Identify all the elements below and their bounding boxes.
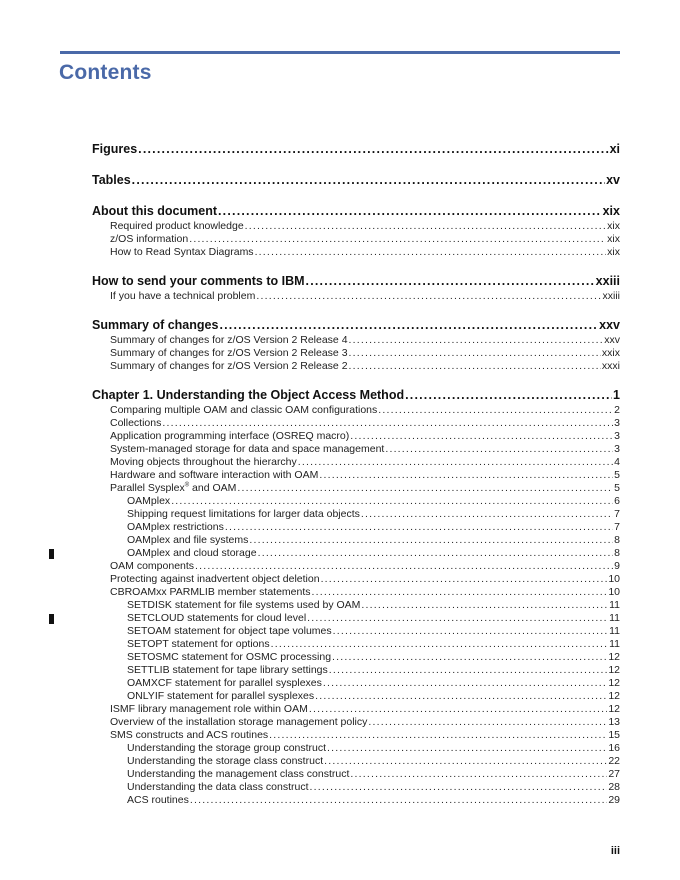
toc-entry-page-number: 9: [614, 560, 620, 572]
toc-entry-page-number: xxxi: [601, 360, 620, 372]
dot-leader: [189, 233, 606, 246]
toc-entry-title: How to Read Syntax Diagrams: [110, 246, 254, 258]
toc-entry[interactable]: [92, 220, 620, 233]
toc-entry-title: Understanding the management class construct: [127, 768, 350, 780]
dot-leader: [323, 677, 607, 690]
toc-entry-title: SETCLOUD statements for cloud level: [127, 612, 307, 624]
toc-entry-title: SETOSMC statement for OSMC processing: [127, 651, 332, 663]
dot-leader: [312, 586, 608, 599]
toc-entry-title: CBROAMxx PARMLIB member statements: [110, 586, 311, 598]
toc-entry-page-number: 10: [608, 573, 620, 585]
change-bar: [49, 614, 54, 624]
dot-leader: [309, 703, 607, 716]
toc-entry-title: ISMF library management role within OAM: [110, 703, 308, 715]
toc-entry-title: OAMplex: [127, 495, 171, 507]
toc-entry[interactable]: [92, 755, 620, 768]
toc-entry[interactable]: [92, 638, 620, 651]
dot-leader: [349, 347, 601, 360]
toc-entry-page-number: 2: [614, 404, 620, 416]
toc-entry[interactable]: [92, 664, 620, 677]
toc-entry-title: Required product knowledge: [110, 220, 244, 232]
dot-leader: [219, 317, 598, 334]
dot-leader: [368, 716, 607, 729]
toc-entry-title: ONLYIF statement for parallel sysplexes: [127, 690, 315, 702]
dot-leader: [255, 246, 607, 259]
toc-entry[interactable]: [92, 716, 620, 729]
dot-leader: [319, 469, 613, 482]
toc-entry-page-number: 4: [614, 456, 620, 468]
dot-leader: [321, 573, 608, 586]
toc-list: [92, 141, 620, 807]
toc-entry-title: ACS routines: [127, 794, 189, 806]
toc-entry[interactable]: [92, 612, 620, 625]
toc-entry-title: z/OS information: [110, 233, 189, 245]
toc-entry-title: Summary of changes for z/OS Version 2 Release 3: [110, 347, 348, 359]
toc-entry-title: Hardware and software interaction with OAM: [110, 469, 319, 481]
toc-entry[interactable]: [92, 729, 620, 742]
dot-leader: [195, 560, 613, 573]
dot-leader: [306, 273, 595, 290]
toc-entry-page-number: 28: [608, 781, 620, 793]
toc-entry-page-number: 3: [614, 417, 620, 429]
toc-entry-title: Figures: [92, 142, 138, 156]
toc-entry[interactable]: [92, 508, 620, 521]
dot-leader: [329, 664, 608, 677]
toc-entry-title: SETDISK statement for file systems used by OAM: [127, 599, 361, 611]
toc-entry-page-number: 11: [609, 625, 620, 637]
toc-entry-page-number: 8: [614, 534, 620, 546]
dot-leader: [332, 651, 607, 664]
toc-entry[interactable]: [92, 141, 620, 158]
toc-entry[interactable]: [92, 360, 620, 373]
toc-entry[interactable]: [92, 469, 620, 482]
toc-entry-page-number: 3: [614, 430, 620, 442]
toc-entry[interactable]: [92, 690, 620, 703]
dot-leader: [258, 547, 614, 560]
toc-entry-title: System-managed storage for data and space management: [110, 443, 385, 455]
dot-leader: [218, 203, 602, 220]
toc-entry[interactable]: [92, 246, 620, 259]
dot-leader: [138, 141, 608, 158]
toc-entry-page-number: xix: [607, 246, 620, 258]
toc-entry[interactable]: [92, 290, 620, 303]
toc-entry-page-number: 29: [608, 794, 620, 806]
dot-leader: [271, 638, 608, 651]
dot-leader: [350, 430, 613, 443]
toc-entry-title: SETOPT statement for options: [127, 638, 270, 650]
toc-entry-title: Understanding the storage group construct: [127, 742, 327, 754]
toc-entry[interactable]: [92, 534, 620, 547]
toc-entry-page-number: 12: [608, 651, 620, 663]
toc-entry-page-number: xi: [609, 142, 620, 156]
toc-entry-page-number: 6: [614, 495, 620, 507]
toc-entry-title: Chapter 1. Understanding the Object Access Method: [92, 388, 405, 402]
toc-entry-page-number: 12: [608, 703, 620, 715]
toc-entry-title: Summary of changes: [92, 318, 219, 332]
toc-entry[interactable]: [92, 794, 620, 807]
toc-entry[interactable]: [92, 547, 620, 560]
toc-entry[interactable]: [92, 625, 620, 638]
toc-entry[interactable]: [92, 781, 620, 794]
toc-entry-page-number: 7: [614, 508, 620, 520]
toc-entry-title: If you have a technical problem: [110, 290, 256, 302]
toc-entry-page-number: 22: [608, 755, 620, 767]
toc-entry[interactable]: [92, 317, 620, 334]
toc-entry[interactable]: [92, 233, 620, 246]
toc-entry-title: SETTLIB statement for tape library settings: [127, 664, 328, 676]
dot-leader: [378, 404, 613, 417]
change-bar: [49, 549, 54, 559]
dot-leader: [333, 625, 608, 638]
toc-entry-title: How to send your comments to IBM: [92, 274, 305, 288]
dot-leader: [132, 172, 605, 189]
toc-entry-page-number: 5: [614, 469, 620, 481]
folio-page-number: iii: [610, 845, 620, 857]
header-rule: [60, 51, 620, 54]
toc-entry-page-number: 10: [608, 586, 620, 598]
toc-entry[interactable]: [92, 443, 620, 456]
toc-entry[interactable]: [92, 742, 620, 755]
toc-entry-title: OAMXCF statement for parallel sysplexes: [127, 677, 322, 689]
toc-entry-title: Collections: [110, 417, 162, 429]
toc-entry-title: OAM components: [110, 560, 195, 572]
toc-entry-page-number: xxv: [599, 318, 620, 332]
dot-leader: [298, 456, 613, 469]
toc-entry-page-number: xix: [602, 204, 620, 218]
toc-entry-title: OAMplex and file systems: [127, 534, 249, 546]
toc-entry-page-number: 13: [608, 716, 620, 728]
toc-entry[interactable]: [92, 586, 620, 599]
toc-entry[interactable]: [92, 599, 620, 612]
toc-entry-page-number: 12: [608, 690, 620, 702]
dot-leader: [190, 794, 607, 807]
toc-entry-title: About this document: [92, 204, 217, 218]
dot-leader: [350, 768, 607, 781]
toc-entry-title: Application programming interface (OSREQ macro): [110, 430, 350, 442]
toc-entry-title: Protecting against inadvertent object deletion: [110, 573, 320, 585]
toc-entry[interactable]: [92, 273, 620, 290]
dot-leader: [361, 599, 608, 612]
toc-entry[interactable]: [92, 521, 620, 534]
toc-entry[interactable]: [92, 456, 620, 469]
dot-leader: [349, 360, 601, 373]
toc-entry-title: Comparing multiple OAM and classic OAM configurations: [110, 404, 378, 416]
toc-entry-page-number: xxv: [604, 334, 620, 346]
toc-entry-page-number: 11: [609, 612, 620, 624]
dot-leader: [269, 729, 607, 742]
toc-entry-page-number: 15: [608, 729, 620, 741]
dot-leader: [162, 417, 613, 430]
dot-leader: [256, 290, 601, 303]
toc-entry[interactable]: [92, 387, 620, 404]
toc-entry-title: Tables: [92, 173, 131, 187]
toc-entry[interactable]: [92, 430, 620, 443]
toc-entry-page-number: xix: [607, 220, 620, 232]
toc-entry[interactable]: [92, 560, 620, 573]
dot-leader: [327, 742, 607, 755]
toc-entry-title: Shipping request limitations for larger data objects: [127, 508, 360, 520]
dot-leader: [405, 387, 612, 404]
toc-entry-page-number: 11: [609, 599, 620, 611]
dot-leader: [245, 220, 606, 233]
dot-leader: [361, 508, 613, 521]
toc-entry[interactable]: [92, 334, 620, 347]
dot-leader: [171, 495, 613, 508]
toc-entry[interactable]: [92, 172, 620, 189]
toc-entry-title: Understanding the storage class construct: [127, 755, 324, 767]
toc-entry-page-number: 16: [608, 742, 620, 754]
toc-entry-title: OAMplex restrictions: [127, 521, 224, 533]
toc-entry[interactable]: [92, 203, 620, 220]
dot-leader: [315, 690, 607, 703]
toc-entry-page-number: 3: [614, 443, 620, 455]
toc-entry[interactable]: [92, 651, 620, 664]
toc-entry[interactable]: [92, 482, 620, 495]
toc-entry-title: Summary of changes for z/OS Version 2 Release 4: [110, 334, 348, 346]
toc-entry[interactable]: [92, 495, 620, 508]
dot-leader: [310, 781, 608, 794]
toc-entry-title: Understanding the data class construct: [127, 781, 309, 793]
toc-entry[interactable]: [92, 703, 620, 716]
toc-entry-page-number: xv: [606, 173, 620, 187]
dot-leader: [237, 482, 613, 495]
toc-entry[interactable]: [92, 347, 620, 360]
toc-entry-title: Parallel Sysplex® and OAM: [110, 482, 237, 494]
toc-entry-page-number: xix: [607, 233, 620, 245]
dot-leader: [349, 334, 604, 347]
page-title: Contents: [59, 61, 152, 84]
toc-entry[interactable]: [92, 677, 620, 690]
toc-entry-page-number: 1: [613, 388, 620, 402]
toc-entry-title: SMS constructs and ACS routines: [110, 729, 269, 741]
toc-entry-page-number: 27: [608, 768, 620, 780]
toc-entry-page-number: xxix: [601, 347, 620, 359]
toc-entry-page-number: 12: [608, 677, 620, 689]
toc-entry-title: SETOAM statement for object tape volumes: [127, 625, 332, 637]
toc-entry[interactable]: [92, 768, 620, 781]
toc-entry-page-number: 7: [614, 521, 620, 533]
toc-entry-title: Moving objects throughout the hierarchy: [110, 456, 297, 468]
dot-leader: [225, 521, 613, 534]
toc-entry[interactable]: [92, 404, 620, 417]
dot-leader: [385, 443, 613, 456]
toc-entry-page-number: 12: [608, 664, 620, 676]
toc-entry-title: Summary of changes for z/OS Version 2 Release 2: [110, 360, 348, 372]
dot-leader: [307, 612, 608, 625]
toc-entry-page-number: 8: [614, 547, 620, 559]
toc-entry-page-number: xxiii: [602, 290, 620, 302]
toc-entry-title: OAMplex and cloud storage: [127, 547, 257, 559]
toc-entry[interactable]: [92, 573, 620, 586]
toc-entry[interactable]: [92, 417, 620, 430]
dot-leader: [249, 534, 613, 547]
toc-entry-title: Overview of the installation storage management policy: [110, 716, 368, 728]
toc-entry-page-number: 11: [609, 638, 620, 650]
toc-entry-page-number: xxiii: [595, 274, 620, 288]
toc-entry-page-number: 5: [614, 482, 620, 494]
dot-leader: [324, 755, 607, 768]
